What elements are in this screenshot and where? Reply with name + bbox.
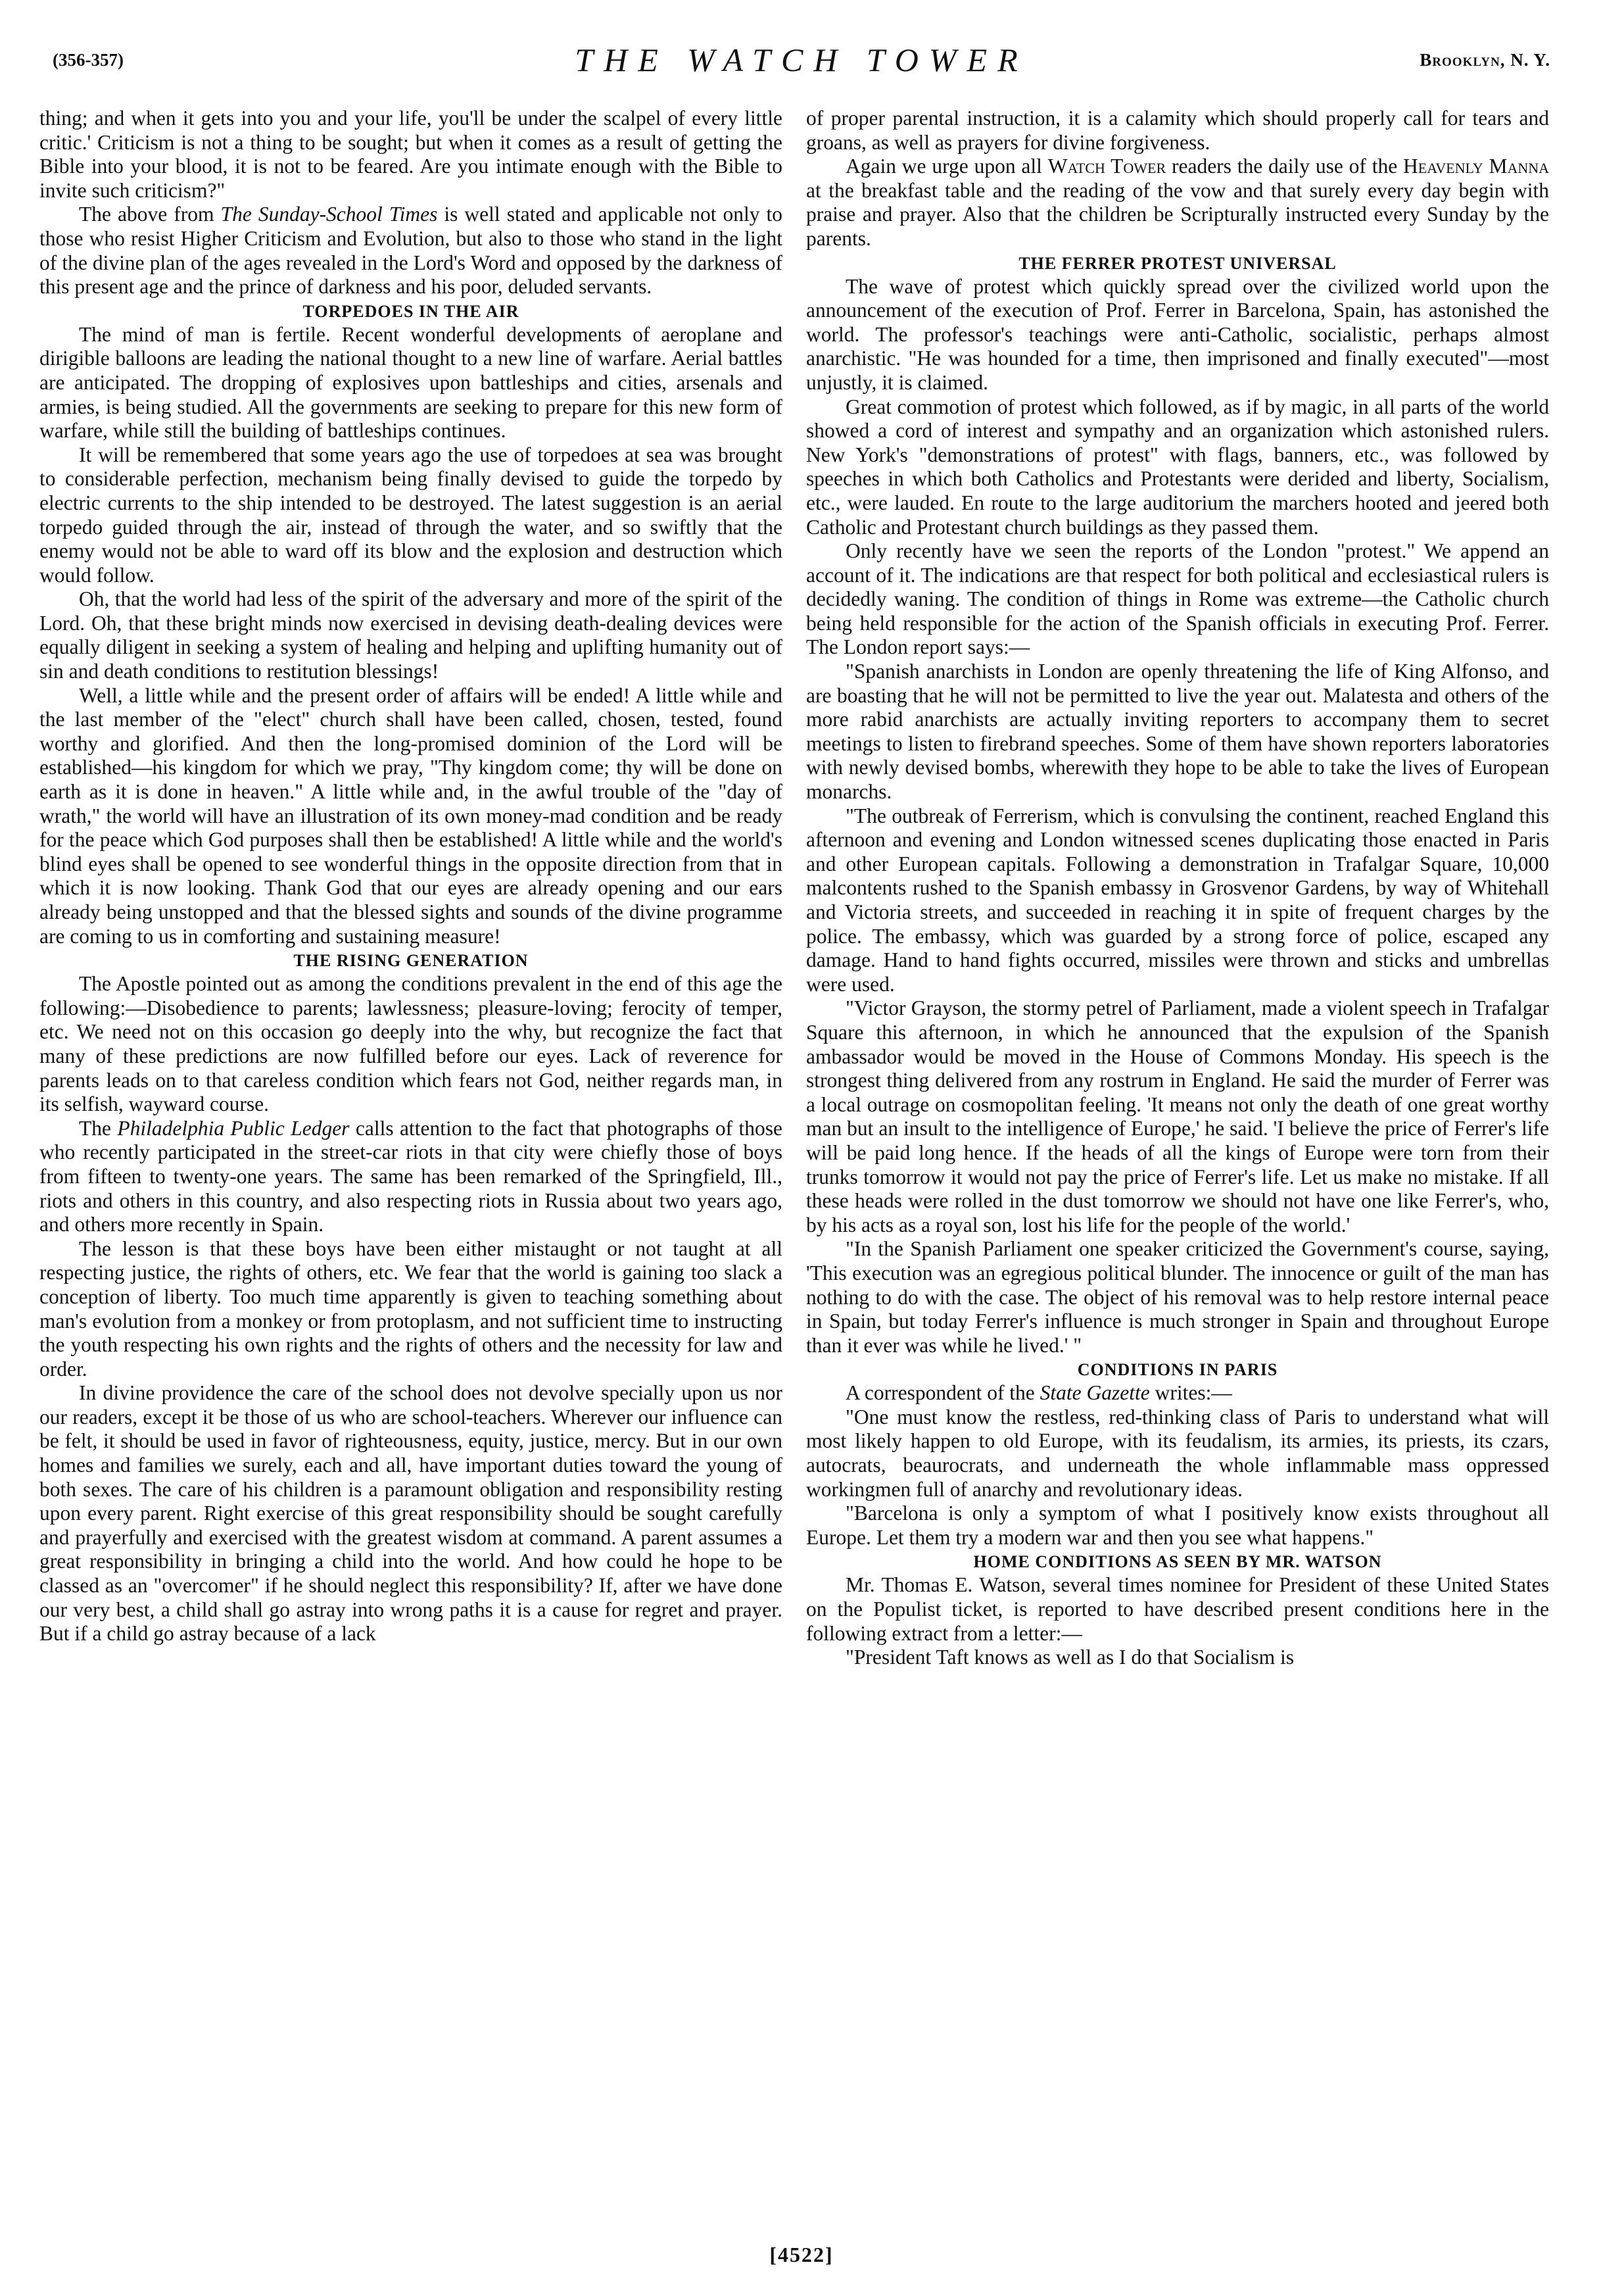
section-heading: HOME CONDITIONS AS SEEN BY MR. WATSON: [973, 1552, 1382, 1572]
paragraph: Oh, that the world had less of the spirit of the adversary and more of the spirit of the Lord. Oh, that these bright minds now exercised in devising death-dealing devices were equally diligent in seeking a system of healing and helping and uplifting humanity out of sin and death conditions to restitution blessings!: [39, 587, 782, 683]
page-header: [53, 41, 1550, 87]
paragraph: thing; and when it gets into you and your life, you'll be under the scalpel of every little critic.' Criticism is not a thing to be sought; but when it comes as a result of getting the Bible into your blood, it is not to be feared. Are you intimate enough with the Bible to invite such criticism?": [39, 107, 782, 202]
paragraph: "Barcelona is only a symptom of what I positively know exists throughout all Europe. Let them try a modern war and then you see what happens.": [806, 1502, 1549, 1549]
right-column: [806, 107, 1549, 2224]
paragraph: The lesson is that these boys have been either mistaught or not taught at all respecting justice, the rights of others, etc. We fear that the world is gaining too slack a conception of liberty. Too much time apparently is given to teaching something about man's evolution from a monkey or from protoplasm, and not sufficient time to instructing the youth respecting his own rights and the rights of others and the necessity for law and order.: [39, 1236, 782, 1380]
paragraph: of proper parental instruction, it is a calamity which should properly call for tears and groans, as well as prayers for divine forgiveness.: [806, 107, 1549, 154]
paragraph: Again we urge upon all Watch Tower readers the daily use of the Heavenly Manna at the breakfast table and the reading of the vow and that surely every day begin with praise and prayer. Also that the children be Scripturally instructed every Sunday by the parents.: [806, 155, 1549, 250]
paragraph: "Spanish anarchists in London are openly threatening the life of King Alfonso, and are boasting that he will not be permitted to live the year out. Malatesta and others of the more rabid anarchists are actually inviting reporters to accompany them to secret meetings to listen to firebrand speeches. Some of them have shown reporters laboratories with newly devised bombs, wherewith they hope to be able to take the lives of European monarchs.: [806, 660, 1549, 804]
journal-title: THE WATCH TOWER: [575, 41, 1028, 78]
paragraph: Great commotion of protest which followed, as if by magic, in all parts of the world showed a cord of interest and sympathy and an organization which astonished rulers. New York's "demonstrations of protest" with flags, banners, etc., was followed by speeches in which both Catholics and Protestants were derided and liberty, Socialism, etc., were lauded. En route to the large auditorium the marchers hooted and jeered both Catholic and Protestant church buildings as they passed them.: [806, 395, 1549, 539]
publication-name: Philadelphia Public Ledger: [117, 1116, 350, 1140]
publication-name: The Sunday-School Times: [220, 203, 438, 226]
publication-name: Watch Tower: [1047, 155, 1166, 178]
paragraph: Mr. Thomas E. Watson, several times nominee for President of these United States on the Populist ticket, is reported to have described present conditions here in the following extract from a letter:—: [806, 1573, 1549, 1645]
paragraph: Well, a little while and the present order of affairs will be ended! A little while and the last member of the "elect" church shall have been called, chosen, tested, found worthy and glorified. And then the long-promised dominion of the Lord will be established—his kingdom for which we pray, "Thy kingdom come; thy will be done on earth as it is done in heaven." A little while and, in the awful trouble of the "day of wrath," the world will have an illustration of its own money-mad condition and be ready for the peace which God purposes shall then be established! A little while and the world's blind eyes shall be opened to see wonderful things in the opposite direction from that in which it is now looking. Thank God that our eyes are already opening and our ears already being unstopped and that the blessed sights and sounds of the divine programme are coming to us in comforting and sustaining measure!: [39, 683, 782, 948]
section-heading: THE FERRER PROTEST UNIVERSAL: [1018, 253, 1337, 273]
section-heading: CONDITIONS IN PARIS: [1077, 1360, 1278, 1380]
left-column: [39, 107, 782, 2224]
section-heading: TORPEDOES IN THE AIR: [302, 301, 519, 321]
section-heading: THE RISING GENERATION: [293, 951, 529, 971]
paragraph: In divine providence the care of the school does not devolve specially upon us nor our readers, except it be those of us who are school-teachers. Wherever our influence can be felt, it should be used in favor of righteousness, equity, justice, mercy. But in our own homes and families we surely, each and all, have important duties toward the young of both sexes. The care of his children is a paramount obligation and responsibility resting upon every parent. Right exercise of this great responsibility should be sought carefully and prayerfully and exercised with the greatest wisdom at command. A parent assumes a great responsibility in bringing a child into the world. And how could he hope to be classed as an "overcomer" if he should neglect this responsibility? If, after we have done our very best, a child shall go astray into wrong paths it is a cause for regret and prayer. But if a child go astray because of a lack: [39, 1381, 782, 1646]
page-range: (356-357): [53, 50, 124, 70]
paragraph: The Philadelphia Public Ledger calls attention to the fact that photographs of those who recently participated in the street-car riots in that city were chiefly those of boys from fifteen to twenty-one years. The same has been remarked of the Springfield, Ill., riots and others in this country, and also respecting riots in Russia about two years ago, and others more recently in Spain.: [39, 1116, 782, 1236]
publication-name: State Gazette: [1040, 1381, 1150, 1405]
paragraph: A correspondent of the State Gazette writes:—: [846, 1381, 1232, 1405]
paragraph: The mind of man is fertile. Recent wonderful developments of aeroplane and dirigible balloons are leading the national thought to a new line of warfare. Aerial battles are anticipated. The dropping of explosives upon battleships and cities, arsenals and armies, is being studied. All the governments are seeking to prepare for this new form of warfare, while still the building of battleships continues.: [39, 322, 782, 443]
page-number: [4522]: [769, 2243, 834, 2266]
paragraph: The wave of protest which quickly spread over the civilized world upon the announcement of the execution of Prof. Ferrer in Barcelona, Spain, has astonished the world. The professor's teachings were anti-Catholic, socialistic, perhaps almost anarchistic. "He was hounded for a time, then imprisoned and finally executed"—most unjustly, it is claimed.: [806, 274, 1549, 394]
paragraph: "The outbreak of Ferrerism, which is convulsing the continent, reached England this afternoon and evening and London witnessed scenes duplicating those enacted in Paris and other European capitals. Following a demonstration in Trafalgar Square, 10,000 malcontents rushed to the Spanish embassy in Grosvenor Gardens, by way of Whitehall and Victoria streets, and succeeded in reaching it in spite of frequent charges by the police. The embassy, which was guarded by a strong force of police, escaped any damage. Hand to hand fights occurred, missiles were thrown and sticks and umbrellas were used.: [806, 804, 1549, 996]
header-location: Brooklyn, N. Y.: [1420, 50, 1550, 70]
paragraph: "President Taft knows as well as I do that Socialism is: [846, 1646, 1294, 1669]
publication-name: Heavenly Manna: [1403, 155, 1549, 178]
paragraph: It will be remembered that some years ago the use of torpedoes at sea was brought to considerable perfection, mechanism being finally devised to guide the torpedo by electric currents to the ship intended to be destroyed. The latest suggestion is an aerial torpedo guided through the air, instead of through the water, and so swiftly that the enemy would not be able to ward off its blow and the explosion and destruction which would follow.: [39, 443, 782, 587]
paragraph: Only recently have we seen the reports of the London "protest." We append an account of it. The indications are that respect for both political and ecclesiastical rulers is decidedly waning. The condition of things in Rome was extreme—the Catholic church being held responsible for the action of the Spanish officials in executing Prof. Ferrer. The London report says:—: [806, 539, 1549, 659]
paragraph: "In the Spanish Parliament one speaker criticized the Government's course, saying, 'This execution was an egregious political blunder. The innocence or guilt of the man has nothing to do with the case. The object of his removal was to help restore internal peace in Spain, but today Ferrer's influence is much stronger in Spain and throughout Europe than it ever was while he lived.' ": [806, 1237, 1549, 1357]
paragraph: The above from The Sunday-School Times is well stated and applicable not only to those who resist Higher Criticism and Evolution, but also to those who stand in the light of the divine plan of the ages revealed in the Lord's Word and opposed by the darkness of this present age and the prince of darkness and his poor, deluded servants.: [39, 203, 782, 299]
paragraph: "One must know the restless, red-thinking class of Paris to understand what will most likely happen to old Europe, with its feudalism, its armies, its priests, its czars, autocrats, beaurocrats, and underneath the whole inflammable mass oppressed workingmen full of anarchy and revolutionary ideas.: [806, 1405, 1549, 1501]
paragraph: The Apostle pointed out as among the conditions prevalent in the end of this age the following:—Disobedience to parents; lawlessness; pleasure-loving; ferocity of temper, etc. We need not on this occasion go deeply into the why, but recognize the fact that many of these predictions are now fulfilled before our eyes. Lack of reverence for parents leads on to that careless condition which fears not God, neither regards man, in its selfish, wayward course.: [39, 972, 782, 1116]
paragraph: "Victor Grayson, the stormy petrel of Parliament, made a violent speech in Trafalgar Square this afternoon, in which he announced that the expulsion of the Spanish ambassador would be moved in the House of Commons Monday. His speech is the strongest thing delivered from any rostrum in England. He said the murder of Ferrer was a local outrage on cosmopolitan feeling. 'It means not only the death of one great worthy man but an insult to the intelligence of Europe,' he said. 'I believe the price of Ferrer's life will be paid long hence. If the heads of all the kings of Europe were torn from their trunks tomorrow it would not pay the price of Ferrer's life. Let us make no mistake. If all these heads were rolled in the dust tomorrow we should not have one like Ferrer's, who, by his acts as a royal son, lost his life for the people of the world.': [806, 996, 1549, 1236]
